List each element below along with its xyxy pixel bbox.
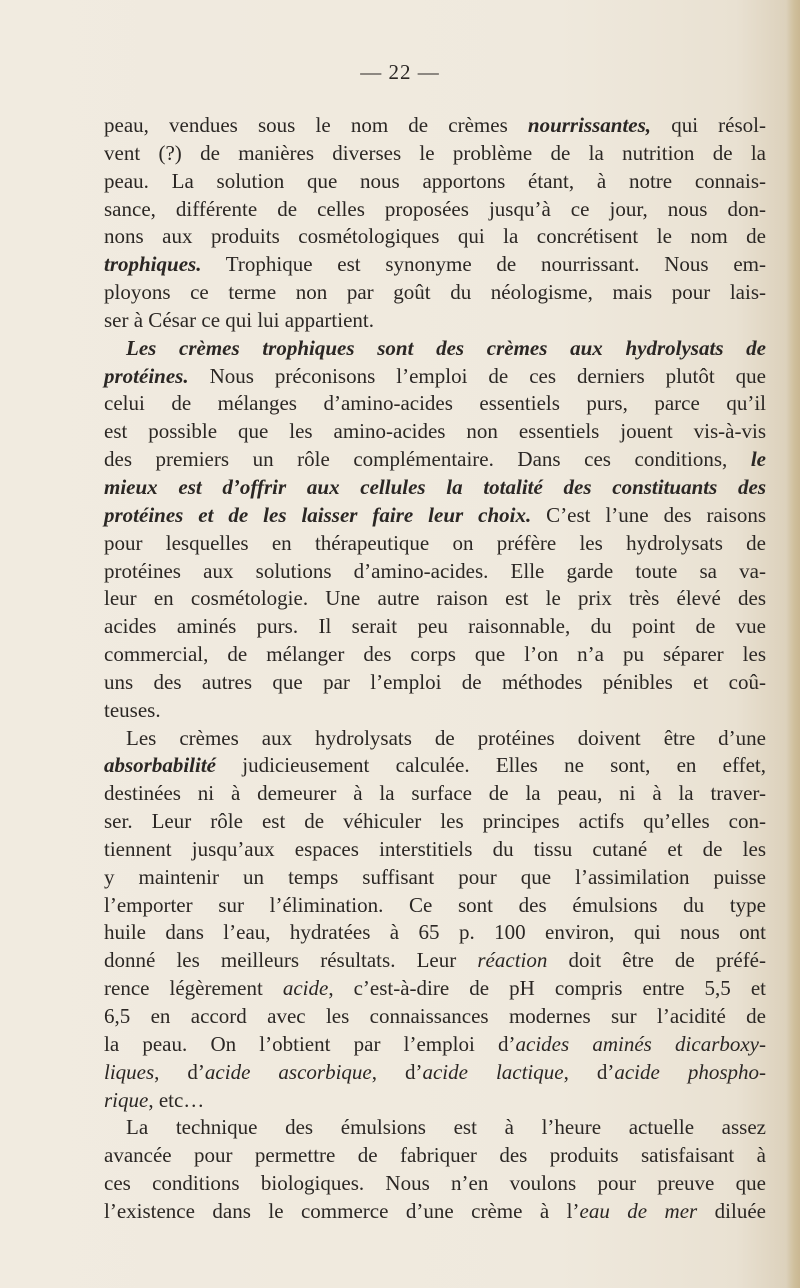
- text-line: donné les meilleurs résultats. Leur réaction doit être de préfé-: [104, 948, 766, 973]
- text-line: Les crèmes trophiques sont des crèmes aux hydrolysats de: [126, 335, 766, 360]
- text-line: teuses.: [104, 697, 161, 722]
- text-line: celui de mélanges d’amino-acides essentiels purs, parce qu’il: [104, 391, 766, 416]
- text-line: acides aminés purs. Il serait peu raisonnable, du point de vue: [104, 614, 766, 639]
- text-line: peau. La solution que nous apportons étant, à notre connais-: [104, 168, 766, 193]
- text-line: La technique des émulsions est à l’heure actuelle assez: [126, 1115, 766, 1140]
- text-line: sance, différente de celles proposées jusqu’à ce jour, nous don-: [104, 196, 766, 221]
- text-line: Les crèmes aux hydrolysats de protéines doivent être d’une: [126, 725, 766, 750]
- text-line: y maintenir un temps suffisant pour que l’assimilation puisse: [104, 864, 766, 889]
- text-line: uns des autres que par l’emploi de méthodes pénibles et coû-: [104, 669, 766, 694]
- text-line: rence légèrement acide, c’est-à-dire de pH compris entre 5,5 et: [104, 976, 766, 1001]
- text-line: tiennent jusqu’aux espaces interstitiels du tissu cutané et de les: [104, 836, 766, 861]
- text-line: l’existence dans le commerce d’une crème à l’eau de mer diluée: [104, 1198, 766, 1223]
- text-line: nons aux produits cosmétologiques qui la concrétisent le nom de: [104, 224, 766, 249]
- text-line: ser. Leur rôle est de véhiculer les principes actifs qu’elles con-: [104, 809, 766, 834]
- text-line: est possible que les amino-acides non essentiels jouent vis-à-vis: [104, 419, 766, 444]
- text-line: peau, vendues sous le nom de crèmes nourrissantes, qui résol-: [104, 113, 767, 137]
- page-edge: [786, 0, 800, 1288]
- text-line: des premiers un rôle complémentaire. Dans ces conditions, le: [104, 447, 766, 472]
- text-line: la peau. On l’obtient par l’emploi d’acides aminés dicarboxy-: [104, 1031, 766, 1056]
- text-line: 6,5 en accord avec les connaissances modernes sur l’acidité de: [104, 1004, 766, 1028]
- text-line: ser à César ce qui lui appartient.: [104, 307, 374, 332]
- text-line: rique, etc…: [104, 1087, 205, 1112]
- text-line: protéines aux solutions d’amino-acides. Elle garde toute sa va-: [104, 558, 766, 583]
- text-line: mieux est d’offrir aux cellules la totalité des constituants des: [104, 474, 766, 499]
- text-line: commercial, de mélanger des corps que l’on n’a pu séparer les: [104, 642, 766, 667]
- text-line: liques, d’acide ascorbique, d’acide lactique, d’acide phospho-: [104, 1059, 766, 1084]
- text-line: l’emporter sur l’élimination. Ce sont des émulsions du type: [104, 892, 766, 917]
- text-line: avancée pour permettre de fabriquer des produits satisfaisant à: [104, 1143, 766, 1168]
- text-line: leur en cosmétologie. Une autre raison est le prix très élevé des: [104, 586, 766, 611]
- text-line: huile dans l’eau, hydratées à 65 p. 100 environ, qui nous ont: [104, 920, 766, 945]
- text-line: pour lesquelles en thérapeutique on préfère les hydrolysats de: [104, 530, 766, 555]
- text-line: destinées ni à demeurer à la surface de la peau, ni à la traver-: [104, 781, 766, 806]
- text-line: ces conditions biologiques. Nous n’en voulons pour preuve que: [104, 1171, 766, 1196]
- text-line: trophiques. Trophique est synonyme de nourrissant. Nous em-: [104, 252, 766, 277]
- body-text: [104, 112, 766, 1226]
- text-line: protéines et de les laisser faire leur choix. C’est l’une des raisons: [104, 502, 767, 527]
- text-line: ployons ce terme non par goût du néologisme, mais pour lais-: [104, 280, 766, 305]
- page-number: — 22 —: [360, 60, 440, 84]
- text-line: vent (?) de manières diverses le problème de la nutrition de la: [104, 140, 766, 165]
- text-line: absorbabilité judicieusement calculée. Elles ne sont, en effet,: [104, 753, 766, 778]
- text-line: protéines. Nous préconisons l’emploi de ces derniers plutôt que: [104, 363, 766, 388]
